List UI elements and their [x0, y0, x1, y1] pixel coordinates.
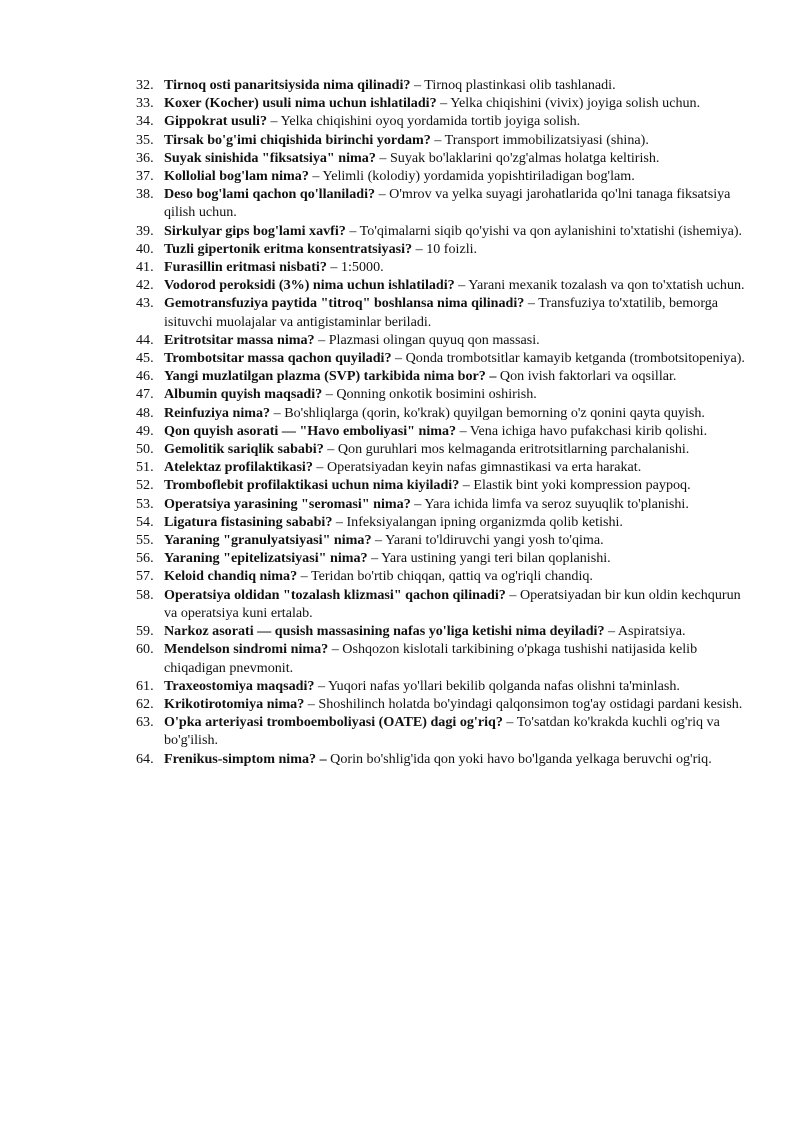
question-text: Kollolial bog'lam nima?	[164, 168, 309, 185]
answer-text: – Shoshilinch holatda bo'yindagi qalqonsimon tog'ay ostidagi pardani kesish.	[304, 695, 743, 712]
question-text: Operatsiya yarasining "seromasi" nima?	[164, 495, 411, 512]
item-number: 43.	[136, 295, 154, 312]
answer-text: – Qon guruhlari mos kelmaganda eritrotsitlarning parchalanishi.	[323, 441, 690, 458]
question-text: Suyak sinishida "fiksatsiya" nima?	[164, 149, 376, 166]
answer-text: – Elastik bint yoki kompression paypoq.	[459, 477, 691, 494]
question-text: Vodorod peroksidi (3%) nima uchun ishlatiladi?	[164, 277, 455, 294]
item-number: 62.	[136, 695, 154, 712]
list-item	[136, 367, 748, 385]
item-number: 48.	[136, 404, 154, 421]
question-text: Yangi muzlatilgan plazma (SVP) tarkibida nima bor? –	[164, 368, 497, 385]
item-number: 51.	[136, 459, 154, 476]
item-number: 42.	[136, 277, 154, 294]
item-number: 38.	[136, 186, 154, 203]
answer-text: – Tirnoq plastinkasi olib tashlanadi.	[410, 77, 616, 93]
answer-text: – Operatsiyadan bir kun oldin kechqurun va operatsiya kuni ertalab.	[164, 586, 741, 621]
answer-text: – Qonning onkotik bosimini oshirish.	[322, 386, 537, 403]
answer-text: – Plazmasi olingan quyuq qon massasi.	[314, 331, 540, 348]
answer-text: – Vena ichiga havo pufakchasi kirib qolishi.	[456, 422, 708, 439]
item-number: 61.	[136, 677, 154, 694]
list-item	[136, 750, 748, 768]
list-item	[136, 513, 748, 531]
question-text: Operatsiya oldidan "tozalash klizmasi" qachon qilinadi?	[164, 586, 506, 603]
question-text: Traxeostomiya maqsadi?	[164, 677, 315, 694]
list-item	[136, 258, 748, 276]
item-number: 52.	[136, 477, 154, 494]
item-number: 55.	[136, 532, 154, 549]
question-text: Qon quyish asorati — "Havo emboliyasi" nima?	[164, 422, 457, 439]
answer-text: – Aspiratsiya.	[604, 623, 686, 640]
list-item	[136, 185, 748, 221]
answer-text: Qon ivish faktorlari va oqsillar.	[496, 368, 677, 385]
list-item	[136, 440, 748, 458]
list-item	[136, 549, 748, 567]
item-number: 32.	[136, 77, 154, 93]
answer-text: – Infeksiyalangan ipning organizmda qolib ketishi.	[332, 513, 623, 530]
list-item	[136, 385, 748, 403]
item-number: 47.	[136, 386, 154, 403]
list-item	[136, 167, 748, 185]
item-number: 36.	[136, 149, 154, 166]
answer-text: – Yara ichida limfa va seroz suyuqlik to'planishi.	[410, 495, 689, 512]
list-item	[136, 349, 748, 367]
list-item	[136, 567, 748, 585]
answer-text: – To'satdan ko'krakda kuchli og'riq va bo'g'ilish.	[164, 714, 720, 749]
answer-text: – Yelka chiqishini (vivix) joyiga solish uchun.	[436, 95, 701, 112]
question-text: Gemolitik sariqlik sababi?	[164, 441, 324, 458]
list-item	[136, 422, 748, 440]
answer-text: – 10 foizli.	[412, 240, 478, 257]
list-item	[136, 331, 748, 349]
question-text: Gippokrat usuli?	[164, 113, 267, 130]
list-item	[136, 640, 748, 676]
question-text: Narkoz asorati — qusish massasining nafas yo'liga ketishi nima deyiladi?	[164, 623, 605, 640]
answer-text: – Teridan bo'rtib chiqqan, qattiq va og'riqli chandiq.	[297, 568, 593, 585]
answer-text: – To'qimalarni siqib qo'yishi va qon aylanishini to'xtatishi (ishemiya).	[345, 222, 743, 239]
item-number: 45.	[136, 350, 154, 367]
item-number: 40.	[136, 240, 154, 257]
answer-text: – O'mrov va yelka suyagi jarohatlarida qo'lni tanaga fiksatsiya qilish uchun.	[164, 186, 731, 221]
question-text: Mendelson sindromi nima?	[164, 641, 329, 658]
question-text: Tirsak bo'g'imi chiqishida birinchi yordam?	[164, 131, 431, 148]
answer-text: – Operatsiyadan keyin nafas gimnastikasi va erta harakat.	[312, 459, 642, 476]
question-text: Krikotirotomiya nima?	[164, 695, 305, 712]
list-item	[136, 713, 748, 749]
answer-text: – Transport immobilizatsiyasi (shina).	[430, 131, 649, 148]
list-item	[136, 622, 748, 640]
list-item	[136, 495, 748, 513]
question-text: O'pka arteriyasi tromboemboliyasi (OATE) dagi og'riq?	[164, 714, 503, 731]
item-number: 37.	[136, 168, 154, 185]
question-text: Albumin quyish maqsadi?	[164, 386, 323, 403]
answer-text: – Yara ustining yangi teri bilan qoplanishi.	[367, 550, 611, 567]
item-number: 53.	[136, 495, 154, 512]
question-text: Tirnoq osti panaritsiysida nima qilinadi?	[164, 77, 411, 93]
question-text: Sirkulyar gips bog'lami xavfi?	[164, 222, 346, 239]
question-text: Reinfuziya nima?	[164, 404, 271, 421]
question-text: Tromboflebit profilaktikasi uchun nima kiyiladi?	[164, 477, 460, 494]
question-text: Yaraning "granulyatsiyasi" nima?	[164, 532, 372, 549]
question-text: Gemotransfuziya paytida "titroq" boshlansa nima qilinadi?	[164, 295, 525, 312]
answer-text: – Bo'shliqlarga (qorin, ko'krak) quyilgan bemorning o'z qonini qayta quyish.	[270, 404, 705, 421]
list-item	[136, 94, 748, 112]
answer-text: – Transfuziya to'xtatilib, bemorga isituvchi muolajalar va antigistaminlar beriladi.	[164, 295, 719, 330]
list-item	[136, 222, 748, 240]
list-item	[136, 458, 748, 476]
item-number: 39.	[136, 222, 154, 239]
answer-text: – Yarani to'ldiruvchi yangi yosh to'qima.	[371, 532, 604, 549]
answer-text: Qorin bo'shlig'ida qon yoki havo bo'lganda yelkaga beruvchi og'riq.	[326, 750, 712, 767]
list-item	[136, 76, 748, 94]
item-number: 57.	[136, 568, 154, 585]
question-text: Eritrotsitar massa nima?	[164, 331, 315, 348]
item-number: 50.	[136, 441, 154, 458]
item-number: 54.	[136, 513, 154, 530]
question-text: Furasillin eritmasi nisbati?	[164, 259, 327, 276]
answer-text: – 1:5000.	[326, 259, 384, 276]
item-number: 41.	[136, 259, 154, 276]
list-item	[136, 404, 748, 422]
item-number: 58.	[136, 586, 154, 603]
question-text: Yaraning "epitelizatsiyasi" nima?	[164, 550, 368, 567]
answer-text: – Yarani mexanik tozalash va qon to'xtatish uchun.	[454, 277, 745, 294]
question-text: Atelektaz profilaktikasi?	[164, 459, 313, 476]
list-item	[136, 131, 748, 149]
list-item	[136, 677, 748, 695]
answer-text: – Suyak bo'laklarini qo'zg'almas holatga keltirish.	[375, 149, 660, 166]
list-item	[136, 695, 748, 713]
list-item	[136, 276, 748, 294]
item-number: 33.	[136, 95, 154, 112]
list-item	[136, 294, 748, 330]
list-item	[136, 112, 748, 130]
item-number: 46.	[136, 368, 154, 385]
answer-text: – Yelimli (kolodiy) yordamida yopishtiriladigan bog'lam.	[308, 168, 635, 185]
list-item	[136, 476, 748, 494]
item-number: 60.	[136, 641, 154, 658]
answer-text: – Qonda trombotsitlar kamayib ketganda (trombotsitopeniya).	[391, 350, 745, 367]
list-item	[136, 586, 748, 622]
item-number: 44.	[136, 331, 154, 348]
answer-text: – Yuqori nafas yo'llari bekilib qolganda nafas olishni ta'minlash.	[314, 677, 680, 694]
answer-text: – Yelka chiqishini oyoq yordamida tortib joyiga solish.	[267, 113, 581, 130]
question-text: Trombotsitar massa qachon quyiladi?	[164, 350, 392, 367]
item-number: 35.	[136, 131, 154, 148]
item-number: 34.	[136, 113, 154, 130]
answer-text: – Oshqozon kislotali tarkibining o'pkaga tushishi natijasida kelib chiqadigan pnevmonit.	[164, 641, 698, 676]
question-answer-list	[136, 76, 748, 768]
list-item	[136, 149, 748, 167]
question-text: Koxer (Kocher) usuli nima uchun ishlatiladi?	[164, 95, 437, 112]
item-number: 64.	[136, 750, 154, 767]
item-number: 49.	[136, 422, 154, 439]
question-text: Frenikus-simptom nima? –	[164, 750, 327, 767]
list-item	[136, 531, 748, 549]
item-number: 56.	[136, 550, 154, 567]
item-number: 59.	[136, 623, 154, 640]
item-number: 63.	[136, 714, 154, 731]
question-text: Keloid chandiq nima?	[164, 568, 298, 585]
question-text: Deso bog'lami qachon qo'llaniladi?	[164, 186, 376, 203]
question-text: Tuzli gipertonik eritma konsentratsiyasi?	[164, 240, 413, 257]
question-text: Ligatura fistasining sababi?	[164, 513, 333, 530]
list-item	[136, 240, 748, 258]
